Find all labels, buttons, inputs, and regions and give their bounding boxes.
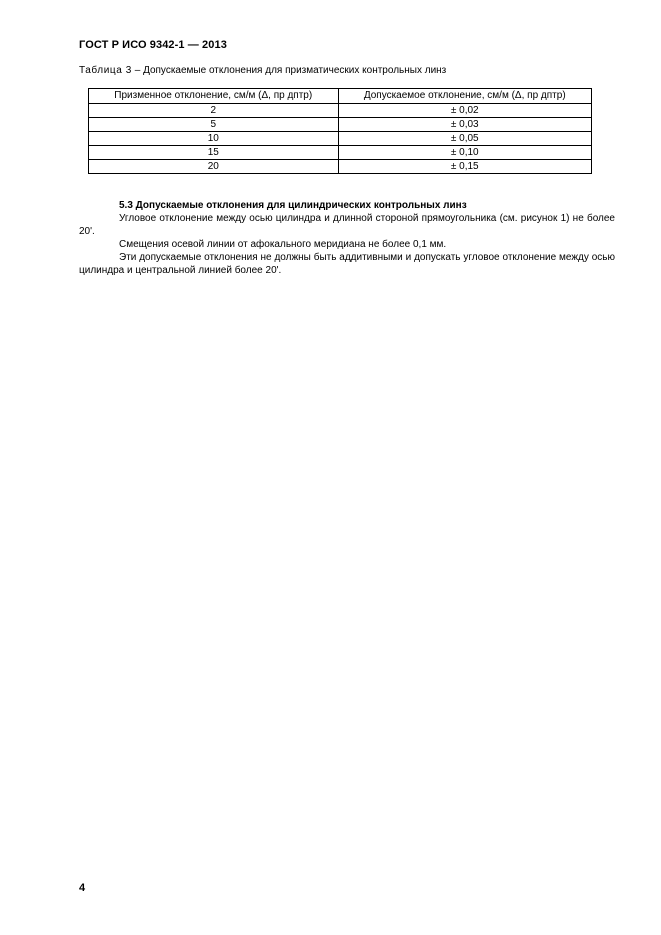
table-cell: 5 [89, 118, 339, 132]
section-title: 5.3 Допускаемые отклонения для цилиндрических контрольных линз [119, 200, 467, 211]
paragraph-angular-deviation: Угловое отклонение между осью цилиндра и длинной стороной прямоугольника (см. рисунок 1) не более 20'. [79, 213, 615, 237]
column-header-permissible-deviation: Допускаемое отклонение, см/м (Δ, пр дптр) [338, 89, 592, 104]
table-cell: 15 [89, 146, 339, 160]
column-header-prism-deviation: Призменное отклонение, см/м (Δ, пр дптр) [89, 89, 339, 104]
table-cell: ± 0,03 [338, 118, 592, 132]
paragraph-non-additive: Эти допускаемые отклонения не должны быть аддитивными и допускать угловое отклонение между осью цилиндра и центральной линией более 20'. [79, 252, 615, 276]
table-row [89, 118, 592, 132]
table-row [89, 132, 592, 146]
table-cell: 10 [89, 132, 339, 146]
paragraph-axis-offset: Смещения осевой линии от афокального меридиана не более 0,1 мм. [119, 239, 447, 250]
table-cell: ± 0,02 [338, 104, 592, 118]
table-header-row [89, 89, 592, 104]
table-cell: 2 [89, 104, 339, 118]
table-row [89, 146, 592, 160]
page-number: 4 [79, 882, 86, 894]
table-cell: 20 [89, 160, 339, 174]
table-cell: ± 0,05 [338, 132, 592, 146]
table-row [89, 104, 592, 118]
document-header: ГОСТ Р ИСО 9342-1 — 2013 [79, 39, 227, 51]
table-caption [79, 65, 446, 76]
tolerance-table [88, 88, 592, 174]
table-caption-label: Таблица 3 [79, 65, 132, 76]
table-cell: ± 0,10 [338, 146, 592, 160]
table-caption-text: – Допускаемые отклонения для призматических контрольных линз [131, 65, 447, 76]
table-cell: ± 0,15 [338, 160, 592, 174]
table-row [89, 160, 592, 174]
